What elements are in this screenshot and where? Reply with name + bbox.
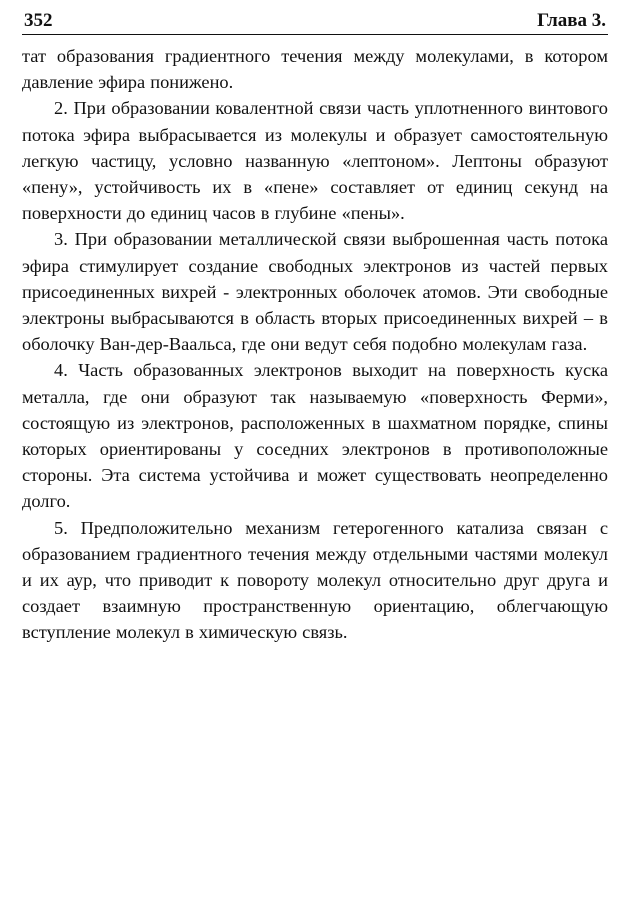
paragraph-5: 5. Предположительно механизм гетерогенного катализа связан с образованием градиентного течения между отдельными частями молекул и их аур, что приводит к повороту молекул относительно друг друга и создает взаимную пространственную ориентацию, облегчающую вступление молекул в химическую связь. xyxy=(22,517,608,643)
running-header xyxy=(22,10,608,35)
chapter-title: Глава 3. xyxy=(537,10,606,31)
paragraph-continuation: тат образования градиентного течения между молекулами, в котором давление эфира понижено. xyxy=(22,46,608,93)
body-text xyxy=(22,43,608,646)
paragraph-2: 2. При образовании ковалентной связи часть уплотненного винтового потока эфира выбрасывается из молекулы и образует самостоятельную легкую частицу, условно названную «лептоном». Лептоны образуют «пену», устойчивость их в «пене» составляет от единиц секунд на поверхности до единиц часов в глубине «пены». xyxy=(22,98,608,224)
paragraph-4: 4. Часть образованных электронов выходит на поверхность куска металла, где они образуют так называемую «поверхность Ферми», состоящую из электронов, расположенных в шахматном порядке, спины которых ориентированы у соседних электронов в противоположные стороны. Эта система устойчива и может существовать неопределенно долго. xyxy=(22,360,608,512)
page-number: 352 xyxy=(24,10,53,31)
paragraph-3: 3. При образовании металлической связи выброшенная часть потока эфира стимулирует создание свободных электронов из частей первых присоединенных вихрей - электронных оболочек атомов. Эти свободные электроны выбрасываются в область вторых присоединенных вихрей – в оболочку Ван-дер-Ваальса, где они ведут себя подобно молекулам газа. xyxy=(22,229,608,355)
book-page xyxy=(22,10,608,646)
